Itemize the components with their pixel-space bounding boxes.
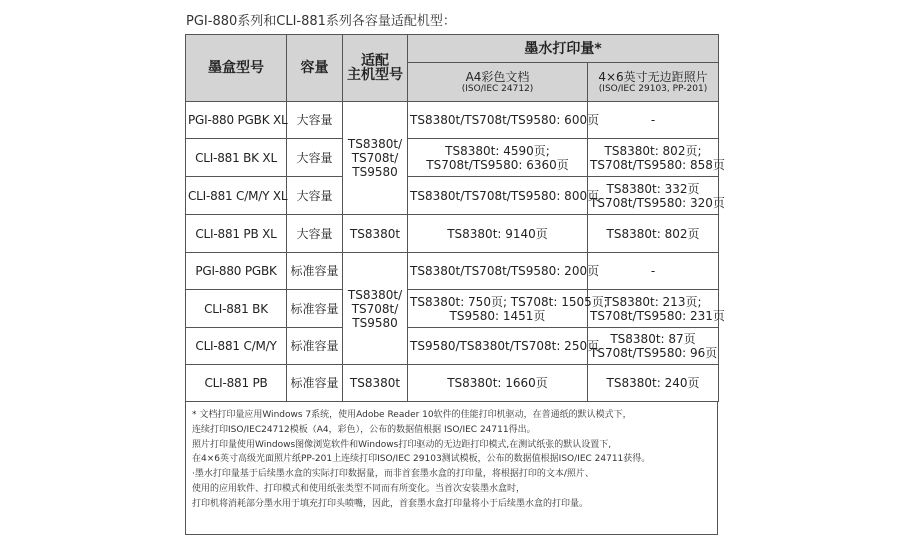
footnote-line: 使用的应用软件、打印模式和使用纸张类型不同而有所变化。当首次安装墨水盒时， [192, 483, 526, 494]
footnote-line: 打印机将消耗部分墨水用于填充打印头喷嘴，因此，首套墨水盒打印量将小于后续墨水盒的打印量。 [192, 498, 589, 509]
photo-yield-line: - [650, 113, 656, 127]
header-a4-document [408, 63, 588, 102]
footnote-line: 照片打印量使用Windows图像浏览软件和Windows打印驱动的无边距打印模式,在测试纸张的默认设置下, [192, 439, 612, 450]
a4-yield-line: TS8380t/TS708t/TS9580: 600页 [410, 113, 600, 127]
header-capacity: 容量 [287, 35, 343, 102]
cell-a4-yield [408, 328, 600, 365]
photo-yield-line: TS708t/TS9580: 96页 [590, 346, 718, 360]
photo-yield-line: - [650, 264, 656, 278]
table-row [186, 253, 719, 290]
photo-yield-line: TS8380t: 802页 [606, 226, 700, 241]
a4-yield-line: TS8380t: 750页; TS708t: 1505页; [410, 294, 608, 309]
cell-capacity: 标准容量 [287, 328, 343, 365]
photo-yield-line: TS8380t: 802页; [604, 143, 702, 158]
cell-photo-yield [588, 139, 725, 177]
photo-yield-line: TS708t/TS9580: 231页 [590, 308, 725, 323]
table-row [186, 139, 719, 177]
photo-yield-line: TS708t/TS9580: 320页 [590, 195, 725, 210]
cell-capacity: 标准容量 [287, 365, 343, 402]
cell-photo-yield [588, 290, 725, 328]
a4-yield-line: TS8380t: 1660页 [447, 376, 548, 390]
cell-compatible-printer [343, 365, 408, 402]
cell-photo-yield [588, 365, 719, 402]
ink-yield-table-container [185, 34, 725, 535]
table-caption: PGI-880系列和CLI-881系列各容量适配机型： [186, 14, 456, 29]
table-row [186, 328, 719, 365]
printer-line: TS8380t [349, 226, 401, 241]
cell-a4-yield [408, 102, 600, 139]
cell-model: CLI-881 PB [186, 365, 287, 402]
header-printer [343, 35, 408, 102]
footnote-line: 连续打印ISO/IEC24712模板（A4，彩色），公布的数据值根据 ISO/IEC 24711得出。 [192, 424, 536, 435]
photo-yield-line: TS8380t: 87页 [610, 332, 696, 346]
ink-yield-table [185, 34, 725, 402]
cell-capacity: 大容量 [287, 102, 343, 139]
printer-line: TS9580 [352, 315, 398, 330]
header-photo-label: 4×6英寸无边距照片 [598, 69, 708, 84]
cell-photo-yield [588, 328, 719, 365]
printer-line: TS708t/ [351, 151, 399, 165]
table-row [186, 102, 719, 139]
footnote-line: * 文档打印量应用Windows 7系统，使用Adobe Reader 10软件的佳能打印机驱动，在普通纸的默认模式下， [192, 410, 632, 420]
cell-capacity: 大容量 [287, 139, 343, 177]
a4-yield-line: TS708t/TS9580: 6360页 [426, 157, 569, 172]
cell-compatible-printer [343, 102, 408, 215]
printer-line: TS8380t/ [347, 137, 403, 151]
cell-compatible-printer [343, 253, 408, 365]
printer-line: TS8380t [349, 376, 401, 390]
cell-model: PGI-880 PGBK XL [186, 102, 287, 139]
cell-model: PGI-880 PGBK [186, 253, 287, 290]
header-model: 墨盒型号 [186, 35, 287, 102]
cell-photo-yield [588, 177, 725, 215]
header-yield: 墨水打印量* [408, 35, 719, 63]
photo-yield-line: TS8380t: 240页 [606, 376, 700, 390]
cell-photo-yield [588, 253, 719, 290]
a4-yield-line: TS8380t/TS708t/TS9580: 800页 [410, 188, 600, 203]
printer-line: TS8380t/ [347, 287, 403, 302]
cell-a4-yield [408, 215, 588, 253]
a4-yield-line: TS8380t: 9140页 [447, 226, 548, 241]
header-printer-line1: 适配 [361, 53, 389, 69]
table-row [186, 290, 719, 328]
header-a4-standard: (ISO/IEC 24712) [461, 83, 534, 94]
cell-capacity: 大容量 [287, 215, 343, 253]
photo-yield-line: TS8380t: 213页; [604, 294, 702, 309]
header-photo [588, 63, 719, 102]
cell-a4-yield [408, 177, 600, 215]
cell-a4-yield [408, 253, 600, 290]
photo-yield-line: TS708t/TS9580: 858页 [590, 157, 725, 172]
cell-model: CLI-881 C/M/Y [186, 328, 287, 365]
cell-compatible-printer [343, 215, 408, 253]
table-body [186, 102, 725, 402]
cell-capacity: 大容量 [287, 177, 343, 215]
footnote-line: ·墨水打印量基于后续墨水盒的实际打印数据量，而非首套墨水盒的打印量，将根据打印的文本/照片、 [192, 469, 594, 480]
printer-line: TS708t/ [351, 301, 399, 316]
cell-model: CLI-881 PB XL [186, 215, 287, 253]
cell-capacity: 标准容量 [287, 290, 343, 328]
cell-a4-yield [408, 365, 588, 402]
header-a4-label: A4彩色文档 [465, 69, 530, 84]
footnote-line: 在4×6英寸高级光面照片纸PP-201上连续打印ISO/IEC 29103测试模板，公布的数据值根据ISO/IEC 24711获得。 [192, 454, 651, 465]
footnotes [185, 402, 718, 535]
table-row [186, 177, 719, 215]
cell-a4-yield [408, 290, 608, 328]
cell-model: CLI-881 BK XL [186, 139, 287, 177]
photo-yield-line: TS8380t: 332页 [606, 181, 700, 196]
a4-yield-line: TS9580/TS8380t/TS708t: 250页 [410, 339, 600, 353]
a4-yield-line: TS8380t: 4590页; [445, 143, 550, 158]
a4-yield-line: TS8380t/TS708t/TS9580: 200页 [410, 264, 600, 278]
cell-model: CLI-881 C/M/Y XL [186, 177, 287, 215]
cell-a4-yield [408, 139, 588, 177]
cell-photo-yield [588, 102, 719, 139]
cell-capacity: 标准容量 [287, 253, 343, 290]
cell-photo-yield [588, 215, 719, 253]
table-row [186, 365, 719, 402]
header-photo-standard: (ISO/IEC 29103, PP-201) [598, 83, 708, 94]
printer-line: TS9580 [352, 165, 398, 179]
a4-yield-line: TS9580: 1451页 [449, 308, 546, 323]
table-row [186, 215, 719, 253]
header-printer-line2: 主机型号 [347, 67, 403, 83]
cell-model: CLI-881 BK [186, 290, 287, 328]
